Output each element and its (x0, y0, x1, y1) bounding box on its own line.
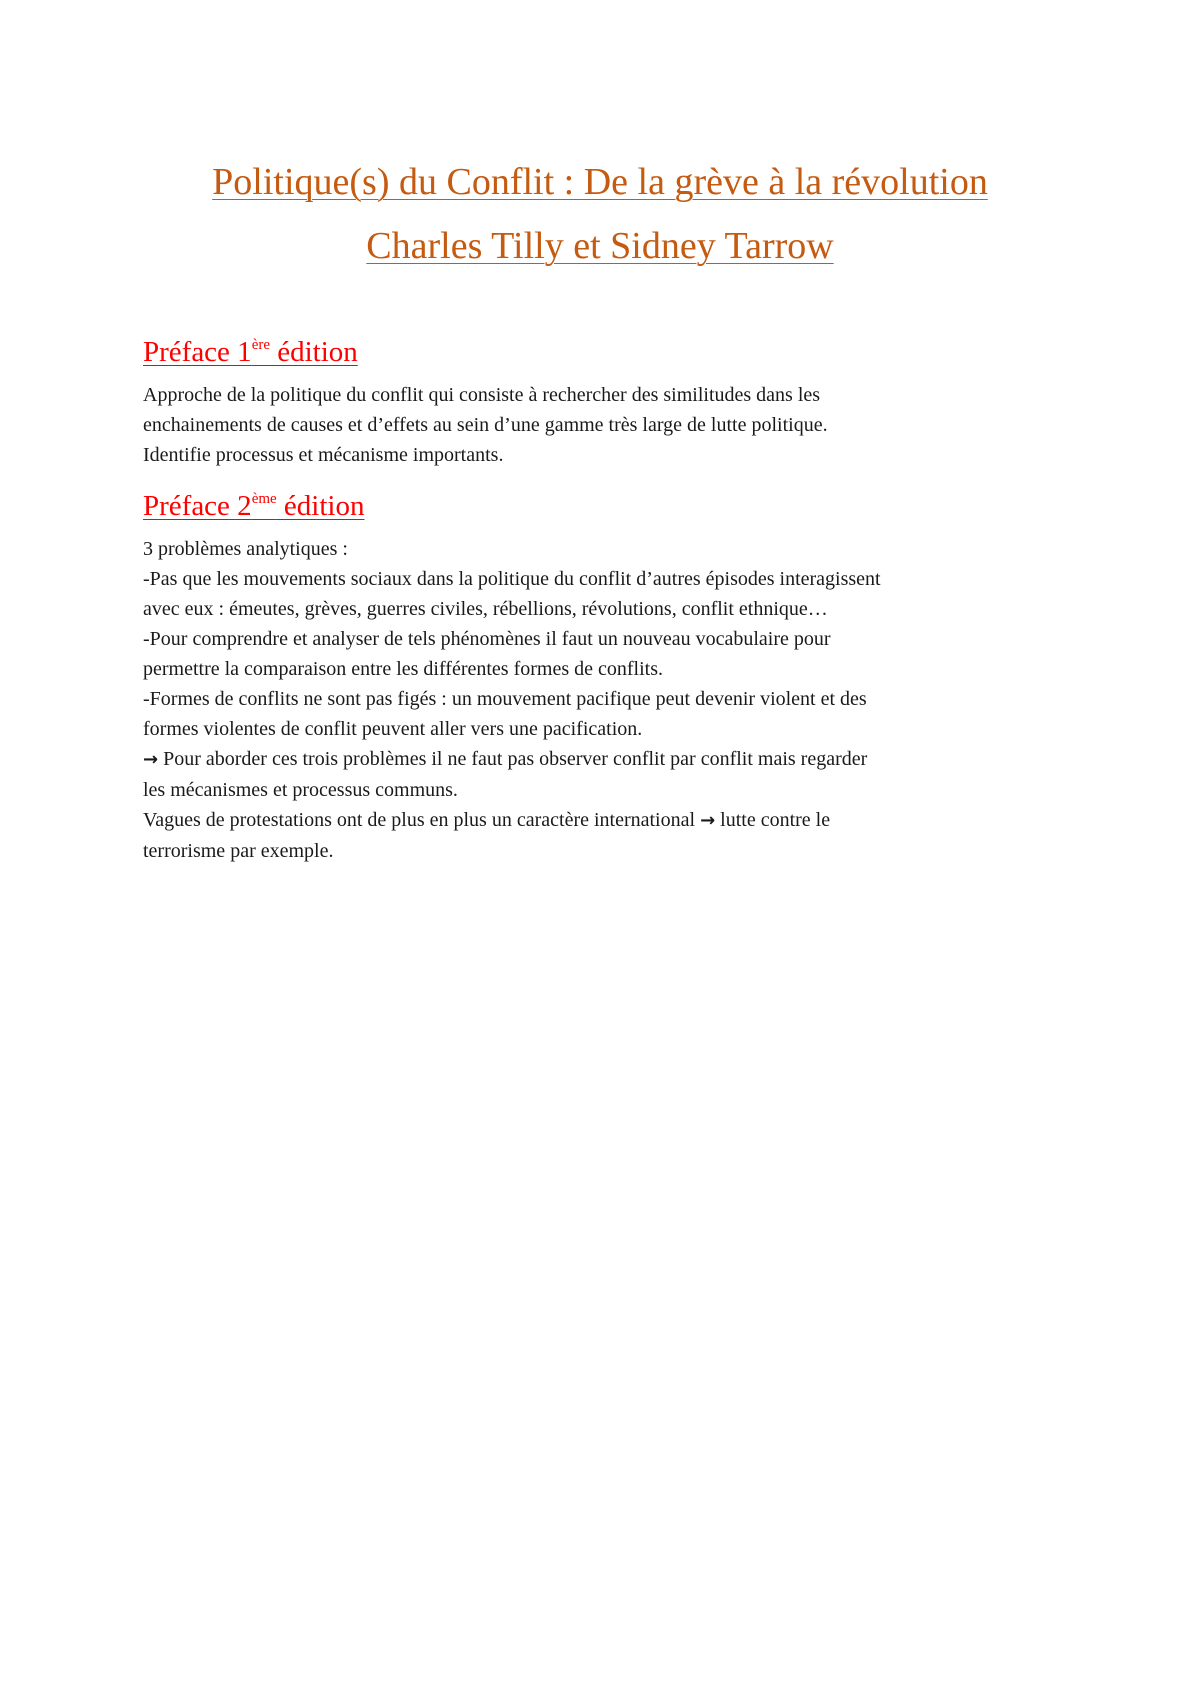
title-block (0, 150, 1200, 278)
document-authors: Charles Tilly et Sidney Tarrow (366, 225, 834, 267)
paragraph-line: formes violentes de conflit peuvent aller vers une pacification. (143, 718, 643, 740)
paragraph-line: enchainements de causes et d’effets au sein d’une gamme très large de lutte politique. (143, 414, 828, 436)
paragraph-line: -Pour comprendre et analyser de tels phénomènes il faut un nouveau vocabulaire pour (143, 628, 831, 650)
paragraph-line: les mécanismes et processus communs. (143, 779, 458, 801)
arrow-right-icon: → (143, 749, 159, 770)
section-preface-1 (143, 330, 1063, 470)
paragraph-line: permettre la comparaison entre les différentes formes de conflits. (143, 658, 663, 680)
paragraph-line: -Pas que les mouvements sociaux dans la politique du conflit d’autres épisodes interagissent (143, 568, 881, 590)
paragraph-line-arrow: → Pour aborder ces trois problèmes il ne faut pas observer conflit par conflit mais regarder (143, 748, 868, 770)
paragraph-line: avec eux : émeutes, grèves, guerres civiles, rébellions, révolutions, conflit ethnique… (143, 598, 828, 620)
paragraph-line: terrorisme par exemple. (143, 840, 334, 862)
paragraph-line: -Formes de conflits ne sont pas figés : un mouvement pacifique peut devenir violent et des (143, 688, 867, 710)
arrow-right-icon: → (700, 810, 716, 831)
document-title: Politique(s) du Conflit : De la grève à la révolution (212, 161, 988, 203)
paragraph-line: Identifie processus et mécanisme importants. (143, 444, 504, 466)
section-preface-2 (143, 484, 1063, 866)
paragraph-line: Approche de la politique du conflit qui consiste à rechercher des similitudes dans les (143, 384, 821, 406)
document-body (143, 330, 1063, 866)
paragraph-line-arrow: Vagues de protestations ont de plus en plus un caractère international → lutte contre le (143, 809, 831, 831)
section-heading-preface-1: Préface 1ère édition (143, 336, 358, 368)
section-heading-preface-2: Préface 2ème édition (143, 490, 365, 522)
paragraph-line: 3 problèmes analytiques : (143, 538, 348, 560)
